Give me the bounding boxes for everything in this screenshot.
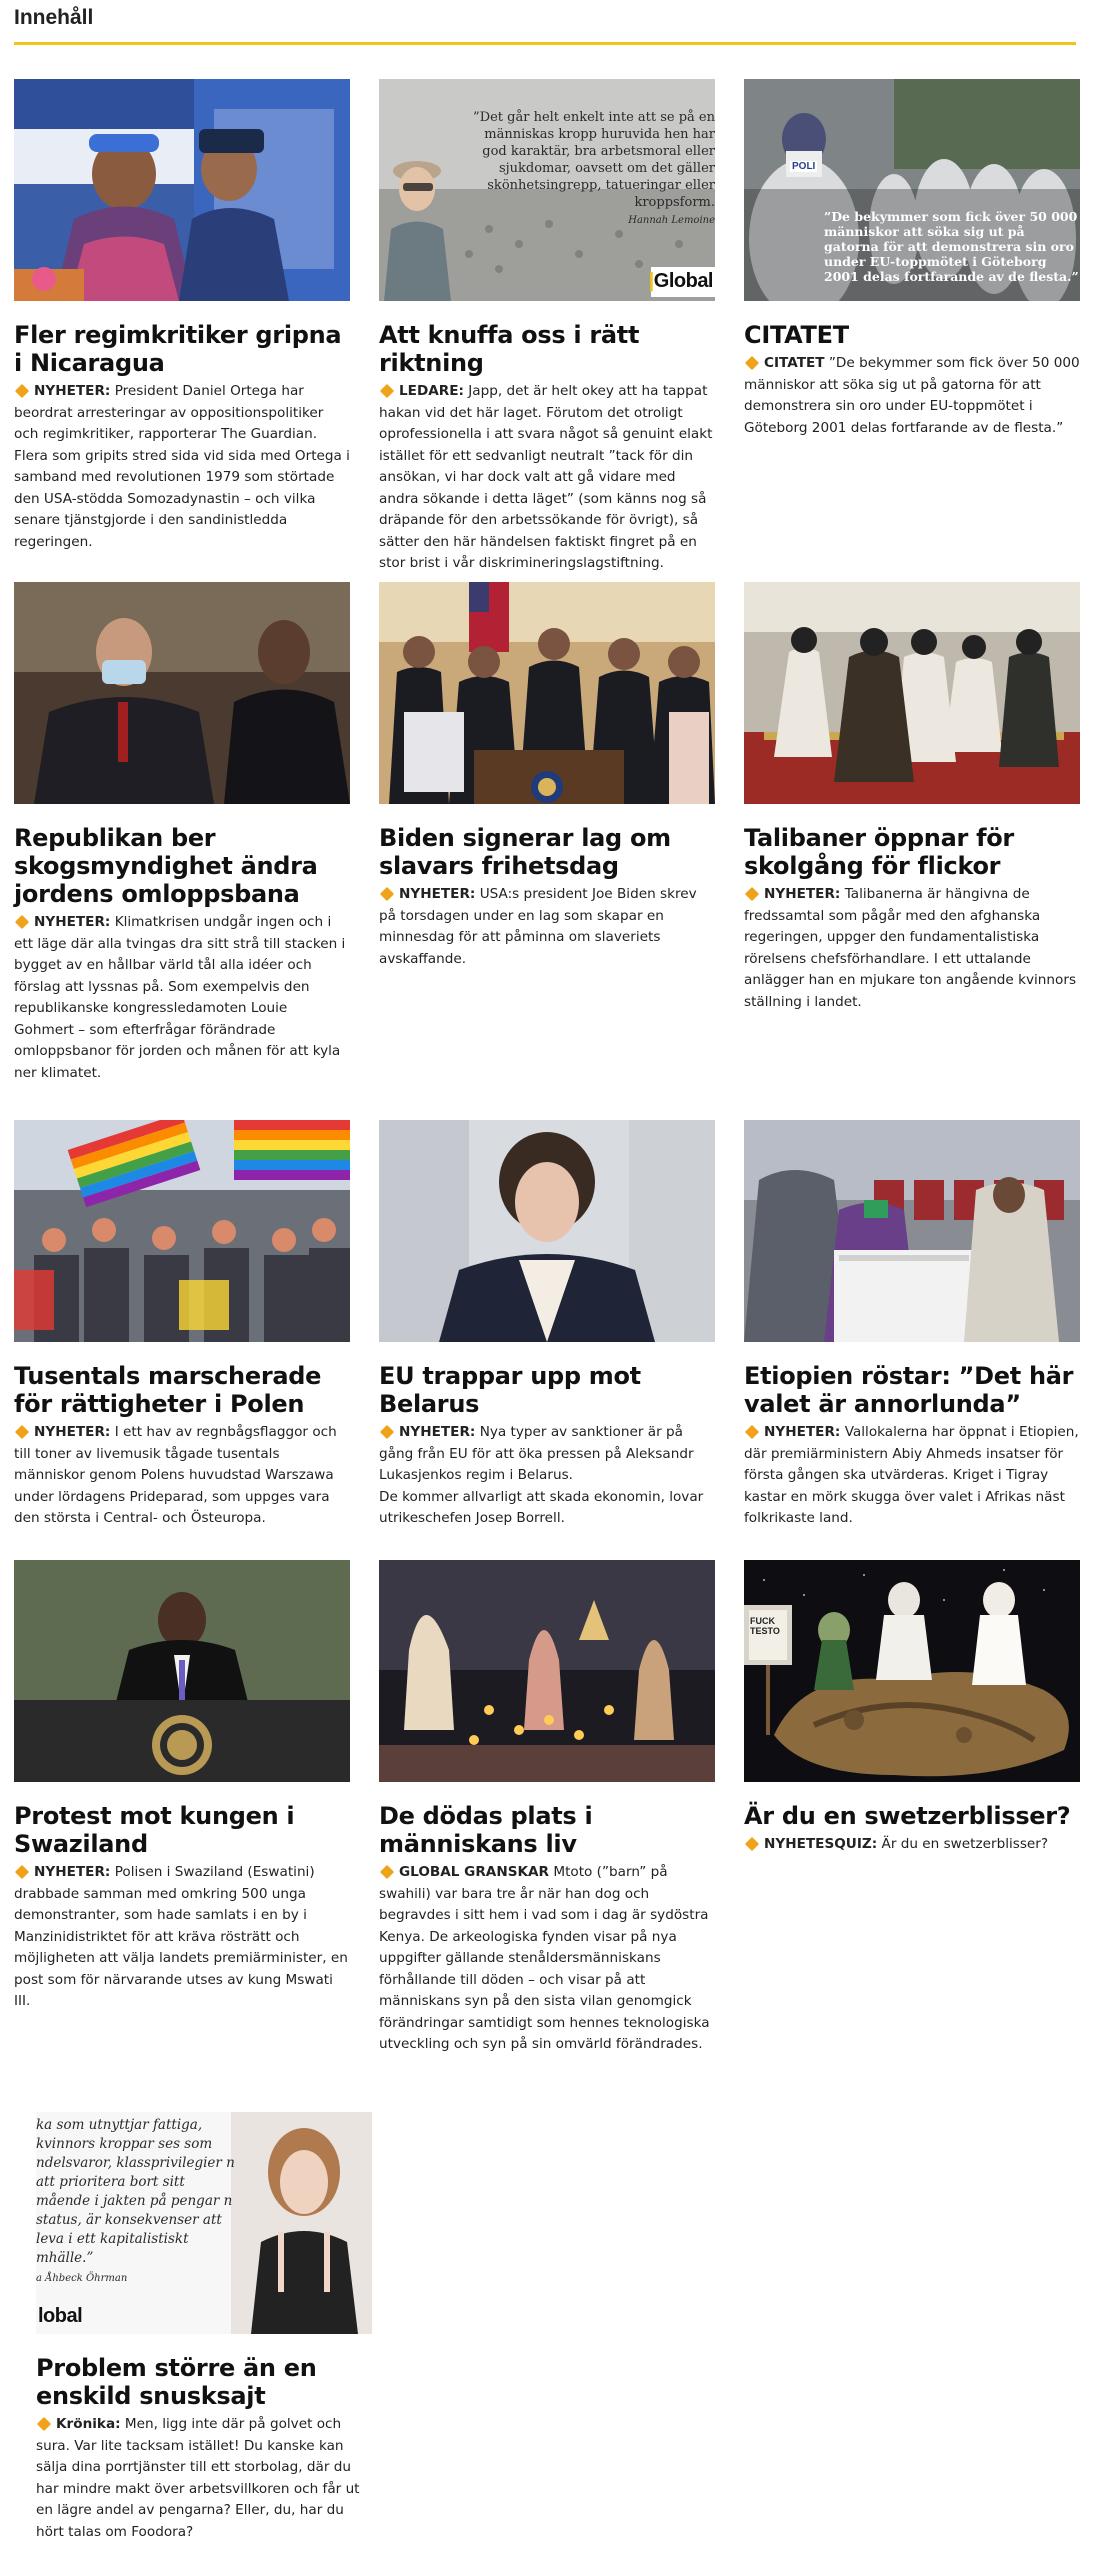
article-card[interactable]	[14, 1120, 350, 1530]
article-image[interactable]	[379, 1120, 715, 1342]
tag-diamond-icon	[380, 886, 394, 900]
article-tag: Krönika:	[56, 2416, 121, 2432]
article-title[interactable]: CITATET	[744, 321, 849, 349]
article-title[interactable]: Protest mot kungen i Swaziland	[14, 1802, 295, 1858]
article-card[interactable]	[379, 1120, 715, 1530]
article-tag: NYHETER:	[399, 886, 476, 902]
article-title[interactable]: Tusentals marscherade för rättigheter i Polen	[14, 1362, 322, 1418]
article-tag: NYHETER:	[34, 914, 111, 930]
article-title[interactable]: Är du en swetzerblisser?	[744, 1802, 1071, 1830]
section-divider	[14, 42, 1076, 45]
article-image[interactable]	[744, 79, 1080, 301]
article-card[interactable]	[744, 1120, 1080, 1530]
global-logo: lobal	[38, 2305, 83, 2327]
global-logo-text: Global	[653, 270, 713, 292]
article-tag: NYHETER:	[34, 1864, 111, 1880]
tag-diamond-icon	[380, 1424, 394, 1438]
article-image[interactable]	[14, 79, 350, 301]
article-card[interactable]	[744, 1560, 1080, 1856]
article-excerpt	[744, 1422, 1080, 1530]
article-tag: GLOBAL GRANSKAR	[399, 1864, 550, 1880]
article-image[interactable]	[14, 582, 350, 804]
article-image[interactable]	[36, 2112, 372, 2334]
article-title[interactable]: Fler regimkritiker gripna i Nicaragua	[14, 321, 342, 377]
image-quote-author: Hannah Lemoine	[628, 215, 715, 226]
global-logo: |Global	[648, 270, 713, 292]
article-excerpt	[14, 1422, 350, 1530]
protest-sign-text: FUCK TESTO	[750, 1616, 780, 1636]
image-quote: ”Det går helt enkelt inte att se på en människas kropp huruvida hen har god karaktär, bra arbetsmoral eller sjukdomar, oavsett om det gäller skönhetsingrepp, tatueringar eller kroppsform.	[473, 110, 715, 210]
article-excerpt-text: Är du en swetzerblisser?	[881, 1836, 1049, 1852]
article-excerpt-text: Talibanerna är hängivna de fredssamtal som pågår med den afghanska regeringen, uppger den fundamentalistiska rörelsens chefsförhandlare. I ett uttalande anlägger han en mjukare ton angående kvinnors ställning i landet.	[744, 886, 1077, 1010]
article-tag: CITATET	[764, 355, 825, 371]
article-card[interactable]	[14, 1560, 350, 2013]
article-tag: NYHETER:	[764, 1424, 841, 1440]
article-image[interactable]	[744, 582, 1080, 804]
article-card[interactable]	[379, 79, 715, 575]
article-excerpt-text: Mtoto (”barn” på swahili) var bara tre år när han dog och begravdes i sitt hem i vad som i dag är sydöstra Kenya. De arkeologiska fynden visar på nya uppgifter gällande stenåldersmänniskans förhållande till döden – och visar på att människans syn på den sista vilan genomgick förändringar samtidigt som hennes teknologiska utveckling och syn på sin omvärld förändrades.	[379, 1864, 710, 2052]
tag-diamond-icon	[745, 886, 759, 900]
police-vest-text: POLI	[792, 161, 816, 172]
article-image[interactable]	[14, 1120, 350, 1342]
article-card[interactable]	[379, 582, 715, 970]
tag-diamond-icon	[380, 383, 394, 397]
article-excerpt	[14, 381, 350, 553]
article-card[interactable]	[14, 79, 350, 553]
article-title[interactable]: Biden signerar lag om slavars frihetsdag	[379, 824, 671, 880]
article-tag: NYHETER:	[34, 1424, 111, 1440]
tag-diamond-icon	[745, 1836, 759, 1850]
article-card[interactable]	[379, 1560, 715, 2056]
tag-diamond-icon	[15, 1864, 29, 1878]
article-image[interactable]	[379, 582, 715, 804]
image-quote: ”De bekymmer som fick över 50 000 människor att söka sig ut på gatorna för att demonstrera sin oro under EU-toppmötet i Göteborg 2001 delas fortfarande av de flesta.”	[824, 209, 1079, 284]
image-quote: ka som utnyttjar fattiga, kvinnors kroppar ses som ndelsvaror, klassprivilegier n att prioritera bort sitt mående i jakten på pengar n status, är konsekvenser att leva i ett kapitalistiskt mhälle.”	[36, 2117, 235, 2266]
tag-diamond-icon	[15, 1424, 29, 1438]
image-quote-author: a Åhbeck Öhrman	[36, 2273, 128, 2284]
article-excerpt-text: President Daniel Ortega har beordrat arresteringar av oppositionspolitiker och regimkritiker, rapporterar The Guardian. Flera som gripits stred sida vid sida med Ortega i samband med revolutionen 1979 som störtade den USA-stödda Somozadynastin – och vilka senare tjänstgjorde i den sandinistledda regeringen.	[14, 383, 350, 550]
article-excerpt-text: Nya typer av sanktioner är på gång från EU för att öka pressen på Aleksandr Lukasjenkos regim i Belarus. De kommer allvarligt att skada ekonomin, lovar utrikeschefen Josep Borrell.	[379, 1424, 704, 1526]
article-title[interactable]: De dödas plats i människans liv	[379, 1802, 593, 1858]
article-excerpt	[379, 1862, 715, 2056]
article-title[interactable]: Etiopien röstar: ”Det här valet är annorlunda”	[744, 1362, 1074, 1418]
article-card[interactable]	[744, 582, 1080, 1013]
article-image[interactable]	[744, 1560, 1080, 1782]
article-excerpt-text: USA:s president Joe Biden skrev på torsdagen under en lag som skapar en minnesdag för att påminna om slaveriets avskaffande.	[379, 886, 697, 967]
article-excerpt	[379, 1422, 715, 1530]
article-excerpt-text: ”De bekymmer som fick över 50 000 människor att söka sig ut på gatorna för att demonstrera sin oro under EU-toppmötet i Göteborg 2001 delas fortfarande av de flesta.”	[744, 355, 1080, 436]
article-image[interactable]	[379, 79, 715, 301]
tag-diamond-icon	[15, 383, 29, 397]
article-title[interactable]: Talibaner öppnar för skolgång för flickor	[744, 824, 1014, 880]
tag-diamond-icon	[745, 355, 759, 369]
article-excerpt	[744, 353, 1080, 439]
tag-diamond-icon	[37, 2416, 51, 2430]
article-card[interactable]	[36, 2112, 372, 2543]
article-image[interactable]	[14, 1560, 350, 1782]
tag-diamond-icon	[380, 1864, 394, 1878]
article-tag: NYHETER:	[399, 1424, 476, 1440]
section-title: Innehåll	[14, 6, 94, 29]
article-tag: NYHETER:	[34, 383, 111, 399]
article-excerpt	[14, 1862, 350, 2013]
article-tag: NYHETER:	[764, 886, 841, 902]
article-tag: LEDARE:	[399, 383, 464, 399]
article-excerpt-text: Men, ligg inte där på golvet och sura. Var lite tacksam istället! Du kanske kan sälja dina porrtjänster till ett storbolag, där du har mindre makt över arbetsvillkoren och får ut en lägre andel av pengarna? Eller, du, har du hört talas om Foodora?	[36, 2416, 360, 2540]
tag-diamond-icon	[745, 1424, 759, 1438]
article-card[interactable]	[14, 582, 350, 1084]
article-title[interactable]: Att knuffa oss i rätt riktning	[379, 321, 640, 377]
article-card[interactable]	[744, 79, 1080, 439]
article-image[interactable]	[379, 1560, 715, 1782]
article-excerpt	[379, 381, 715, 575]
article-excerpt	[744, 884, 1080, 1013]
article-title[interactable]: EU trappar upp mot Belarus	[379, 1362, 641, 1418]
article-excerpt-text: I ett hav av regnbågsflaggor och till toner av livemusik tågade tusentals människor genom Polens huvudstad Warszawa under lördagens Prideparad, som uppges vara den största i Central- och Östeuropa.	[14, 1424, 337, 1526]
article-excerpt	[744, 1834, 1080, 1856]
article-excerpt-text: Vallokalerna har öppnat i Etiopien, där premiärministern Abiy Ahmeds insatser för första gången ska utvärderas. Kriget i Tigray kastar en mörk skugga över valet i Afrikas näst folkrikaste land.	[744, 1424, 1079, 1526]
article-image[interactable]	[744, 1120, 1080, 1342]
article-tag: NYHETESQUIZ:	[764, 1836, 878, 1852]
tag-diamond-icon	[15, 914, 29, 928]
article-excerpt	[379, 884, 715, 970]
article-excerpt	[36, 2414, 372, 2543]
article-excerpt	[14, 912, 350, 1084]
article-title[interactable]: Republikan ber skogsmyndighet ändra jordens omloppsbana	[14, 824, 318, 908]
article-excerpt-text: Polisen i Swaziland (Eswatini) drabbade samman med omkring 500 unga demonstranter, som hade samlats i en by i Manzinidistriktet för att kräva rösträtt och möjligheten att välja landets premiärminister, en post som för närvarande utses av kung Mswati III.	[14, 1864, 348, 2009]
article-excerpt-text: Japp, det är helt okey att ha tappat hakan vid det här laget. Förutom det otroligt oprofessionella i att svara något så genuint elakt istället för ett sedvanligt neutralt ”tack för din ansökan, vi har dock valt att gå vidare med andra sökande i detta läget” (som känns nog så dräpande för den arbetssökande för övrigt), så sätter den här händelsen faktiskt fingret på en stor brist i vår diskrimineringslagstiftning.	[379, 383, 713, 571]
article-title[interactable]: Problem större än en enskild snusksajt	[36, 2354, 317, 2410]
article-excerpt-text: Klimatkrisen undgår ingen och i ett läge där alla tvingas dra sitt strå till stacken i bygget av en hållbar värld tål alla idéer och förslag att lyssnas på. Som exempelvis den republikanske kongressledamoten Louie Gohmert – som efterfrågar förändrade omloppsbanor för jorden och månen för att kyla ner klimatet.	[14, 914, 346, 1081]
